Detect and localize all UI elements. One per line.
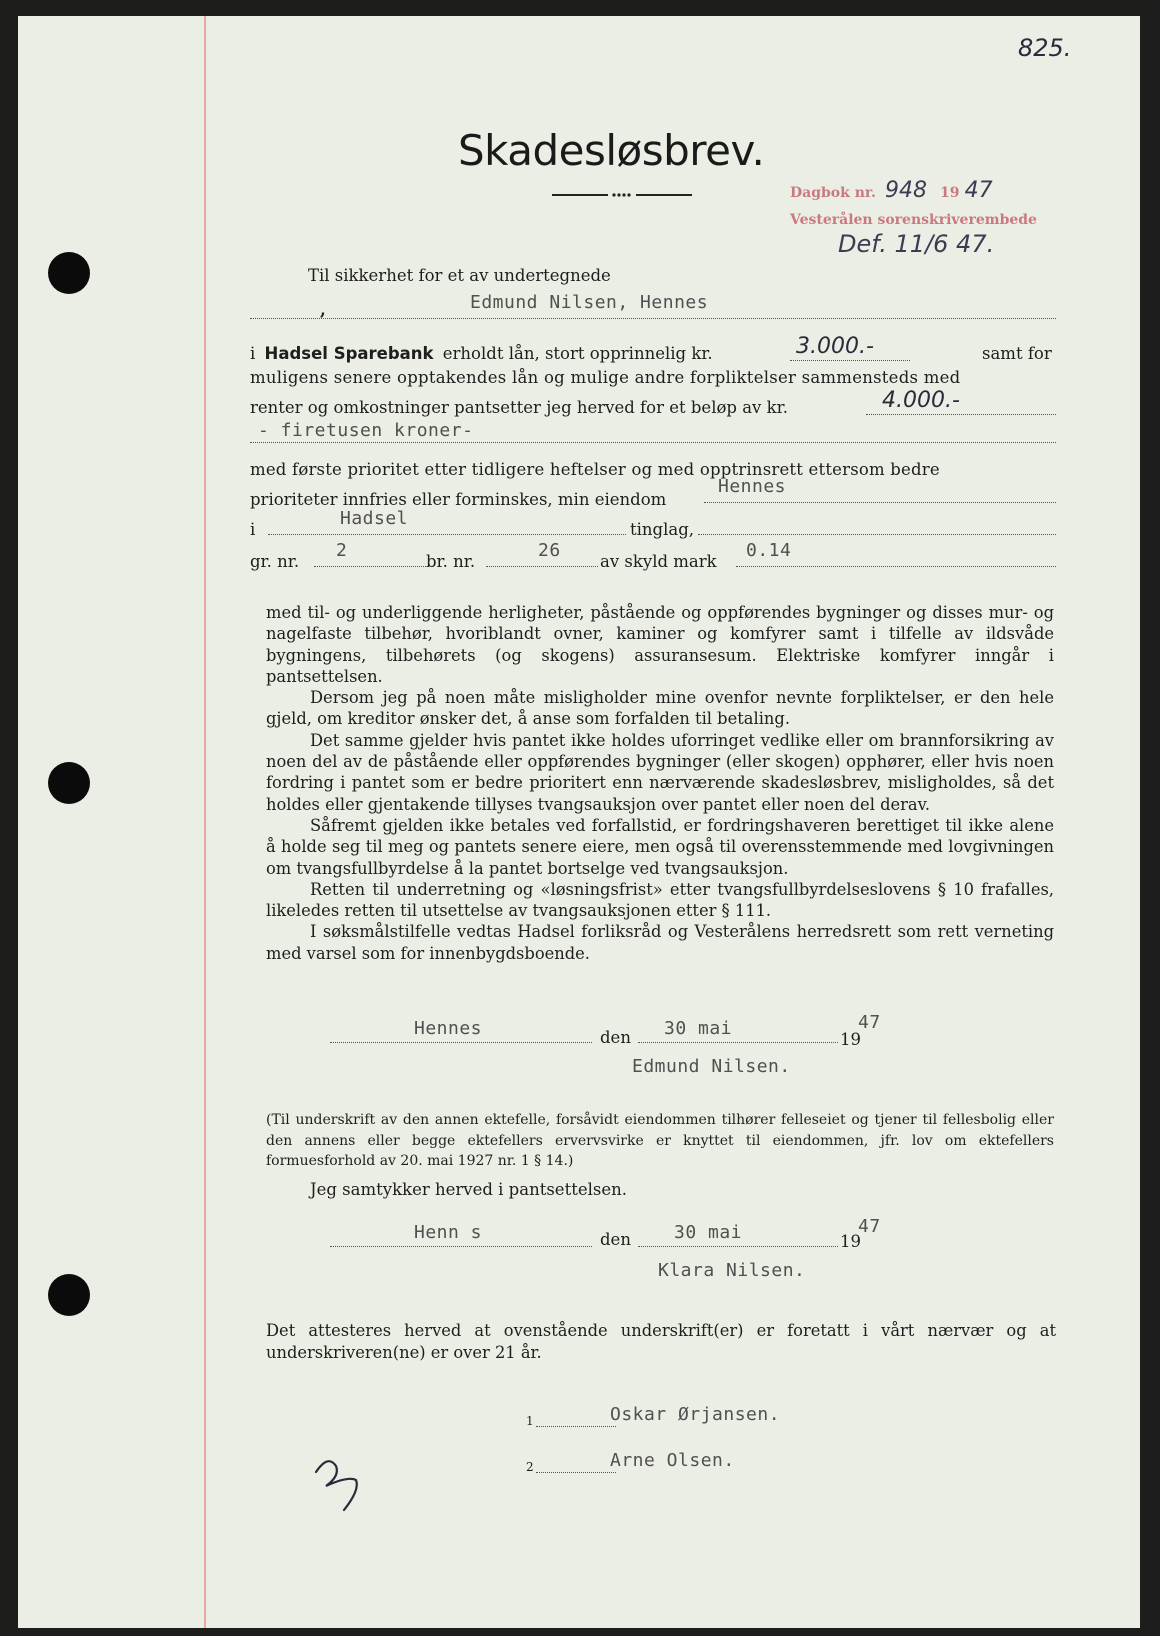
page-number: 825. [1018, 34, 1072, 62]
stamp-year-prefix: 19 [940, 185, 960, 201]
sign1-den: den [600, 1028, 631, 1047]
amount-words-line [250, 442, 1056, 443]
sign2-date: 30 mai [674, 1222, 743, 1243]
attestation: Det attesteres herved at ovenstående underskrift(er) er foretatt i vårt nærvær og at underskriveren(ne) er over 21 år. [266, 1321, 1056, 1362]
skyld-label: av skyld mark [600, 552, 717, 571]
sign2-date-line [638, 1246, 838, 1247]
sign1-year: 47 [858, 1012, 881, 1033]
gr-line [314, 566, 426, 567]
sign2-place: Henn s [414, 1222, 483, 1243]
municipality-line [268, 534, 626, 535]
pledged-amount: 4.000.- [882, 388, 960, 413]
witness-1-number: 1 [526, 1414, 534, 1428]
sign1-place: Hennes [414, 1018, 483, 1039]
sign2-den: den [600, 1230, 631, 1249]
sign1-place-line [330, 1042, 592, 1043]
witness-1-line [536, 1426, 616, 1427]
original-amount: 3.000.- [796, 334, 874, 359]
municipality: Hadsel [340, 508, 409, 529]
gr-label: gr. nr. [250, 552, 300, 571]
tinglag-label: tinglag, [630, 520, 695, 539]
pledged-amount-line [866, 414, 1056, 415]
stamp-dagbok-label: Dagbok nr. [790, 185, 876, 201]
clause-4: Såfremt gjelden ikke betales ved forfallstid, er fordringshaveren berettiget til ikke alene å holde seg til meg og pantets senere eiere, men også til overensstemmende med lovgivningen om tvangsfullbyrdelse å la pantet bortselge ved tvangsauksjon. [266, 815, 1054, 878]
bank-prefix: i [250, 344, 256, 363]
amount-words: - firetusen kroner- [258, 420, 474, 441]
skyld-mark: 0.14 [746, 540, 792, 561]
tinglag-line [698, 534, 1056, 535]
document-title: Skadesløsbrev. [458, 126, 765, 175]
punch-hole [48, 252, 90, 294]
loan-text: erholdt lån, stort opprinnelig kr. [442, 344, 713, 363]
margin-line [204, 16, 206, 1628]
stamp-year: 47 [964, 178, 993, 203]
skyld-line [736, 566, 1056, 567]
bank-name: Hadsel Sparebank [264, 344, 434, 363]
br-number: 26 [538, 540, 561, 561]
intro-text: Til sikkerhet for et av undertegnede [308, 266, 611, 285]
stamp-note: Def. 11/6 47. [838, 230, 995, 258]
witness-2-name: Arne Olsen. [610, 1450, 735, 1471]
loan-text-end: samt for [982, 344, 1052, 363]
property-line-2: prioriteter innfries eller forminskes, min eiendom [250, 490, 667, 509]
sign1-name: Edmund Nilsen. [632, 1056, 791, 1077]
sign2-name: Klara Nilsen. [658, 1260, 806, 1281]
title-ornament [552, 190, 692, 200]
sign2-year: 47 [858, 1216, 881, 1237]
loan-line-3: renter og omkostninger pantsetter jeg herved for et beløp av kr. [250, 398, 788, 417]
gr-number: 2 [336, 540, 348, 561]
municipality-prefix: i [250, 520, 256, 539]
loan-line-1 [250, 344, 713, 363]
dagbok-stamp [790, 178, 993, 203]
clause-1: med til- og underliggende herligheter, påstående og oppførendes bygninger og disses mur- og nagelfaste tilbehør, hvoriblandt ovner, kaminer og komfyrer samt i tilfelle av ildsvåde bygningens, tilbehørets (og skogens) assuransesum. Elektriske komfyrer inngår i pantsettelsen. [266, 603, 1054, 686]
property-name-line [704, 502, 1056, 503]
debtor-underline [250, 318, 1056, 319]
stamp-office: Vesterålen sorenskriverembede [790, 212, 1037, 228]
debtor-name: Edmund Nilsen, Hennes [470, 292, 709, 313]
br-label: br. nr. [426, 552, 476, 571]
spouse-note: (Til underskrift av den annen ektefelle, forsåvidt eiendommen tilhører felleseiet og tjener til fellesbolig eller den annens eller begge ektefellers ervervsvirke er knyttet til eiendommen, jfr. lov om ektefellers formuesforhold av 20. mai 1927 nr. 1 § 14.) [266, 1112, 1054, 1169]
witness-2-line [536, 1472, 616, 1473]
stamp-dagbok-number: 948 [884, 178, 927, 203]
clause-3: Det samme gjelder hvis pantet ikke holdes uforringet vedlike eller om brannforsikring av noen del av de påstående eller oppførendes bygninger (eller skogen) opphører, eller hvis noen fordring i pantet som er bedre prioritert enn nærværende skadesløsbrev, misligholdes, så det holdes eller gjentakende tillyses tvangsauksjon over pantet eller noen del derav. [266, 730, 1054, 814]
property-name: Hennes [718, 476, 787, 497]
clause-6: I søksmålstilfelle vedtas Hadsel forliksråd og Vesterålens herredsrett som rett verneting med varsel som for innenbygdsboende. [266, 922, 1054, 963]
witness-1-name: Oskar Ørjansen. [610, 1404, 781, 1425]
loan-line-2: muligens senere opptakendes lån og mulige andre forpliktelser sammensteds med [250, 368, 961, 387]
clerk-mark [308, 1446, 378, 1516]
punch-hole [48, 762, 90, 804]
sign1-year-prefix: 19 [840, 1030, 861, 1049]
sign2-place-line [330, 1246, 592, 1247]
witness-2-number: 2 [526, 1460, 534, 1474]
br-line [486, 566, 598, 567]
original-amount-line [790, 360, 910, 361]
clauses [266, 602, 1054, 964]
sign1-date: 30 mai [664, 1018, 733, 1039]
punch-hole [48, 1274, 90, 1316]
clause-2: Dersom jeg på noen måte misligholder mine ovenfor nevnte forpliktelser, er den hele gjeld, om kreditor ønsker det, å anse som forfalden til betaling. [266, 688, 1054, 729]
bullet-mark: , [320, 300, 326, 319]
document-page [18, 16, 1140, 1628]
clause-5: Retten til underretning og «løsningsfrist» etter tvangsfullbyrdelseslovens § 10 frafalles, likeledes retten til utsettelse av tvangsauksjonen etter § 111. [266, 879, 1054, 921]
sign2-year-prefix: 19 [840, 1232, 861, 1251]
sign1-date-line [638, 1042, 838, 1043]
property-line-1: med første prioritet etter tidligere heftelser og med opptrinsrett ettersom bedre [250, 460, 940, 479]
consent-text: Jeg samtykker herved i pantsettelsen. [310, 1180, 627, 1199]
